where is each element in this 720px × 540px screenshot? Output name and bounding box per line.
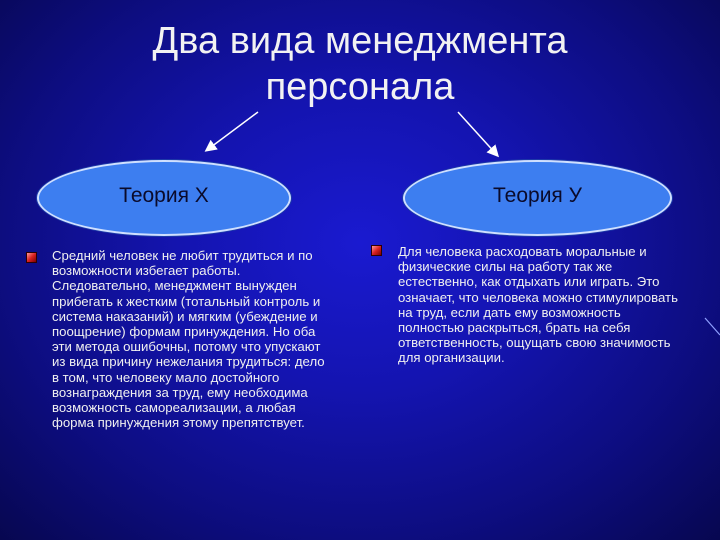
arrow-to-theory-x <box>207 112 258 150</box>
theory-y-ellipse <box>403 160 672 236</box>
theory-x-label: Теория Х <box>119 184 209 207</box>
theory-x-ellipse <box>37 160 291 236</box>
theory-x-description: Средний человек не любит трудиться и по возможности избегает работы. Следовательно, менеджмент вынужден прибегать к жестким (тотальный контроль и система наказаний) и мягким (убеждение и поощрение) формам принуждения. Но оба эти метода ошибочны, потому что упускают из вида причину нежелания трудиться: дело в том, что человеку мало достойного вознаграждения за труд, ему необходима возможность самореализации, а любая форма принуждения этому препятствует. <box>52 248 325 431</box>
theory-y-label: Теория У <box>493 184 582 207</box>
arrow-to-theory-y <box>458 112 497 155</box>
bullet-icon <box>371 245 382 256</box>
title-line-1: Два вида менеджмента <box>152 20 568 62</box>
decorative-line <box>705 318 720 335</box>
theory-y-description: Для человека расходовать моральные и физические силы на работу так же естественно, как отдыхать или играть. Это означает, что человека можно стимулировать на труд, если дать ему возможность полностью раскрыться, брать на себя ответственность, ощущать свою значимость для организации. <box>398 244 678 366</box>
bullet-icon <box>26 252 37 263</box>
title-line-2: персонала <box>265 66 455 108</box>
